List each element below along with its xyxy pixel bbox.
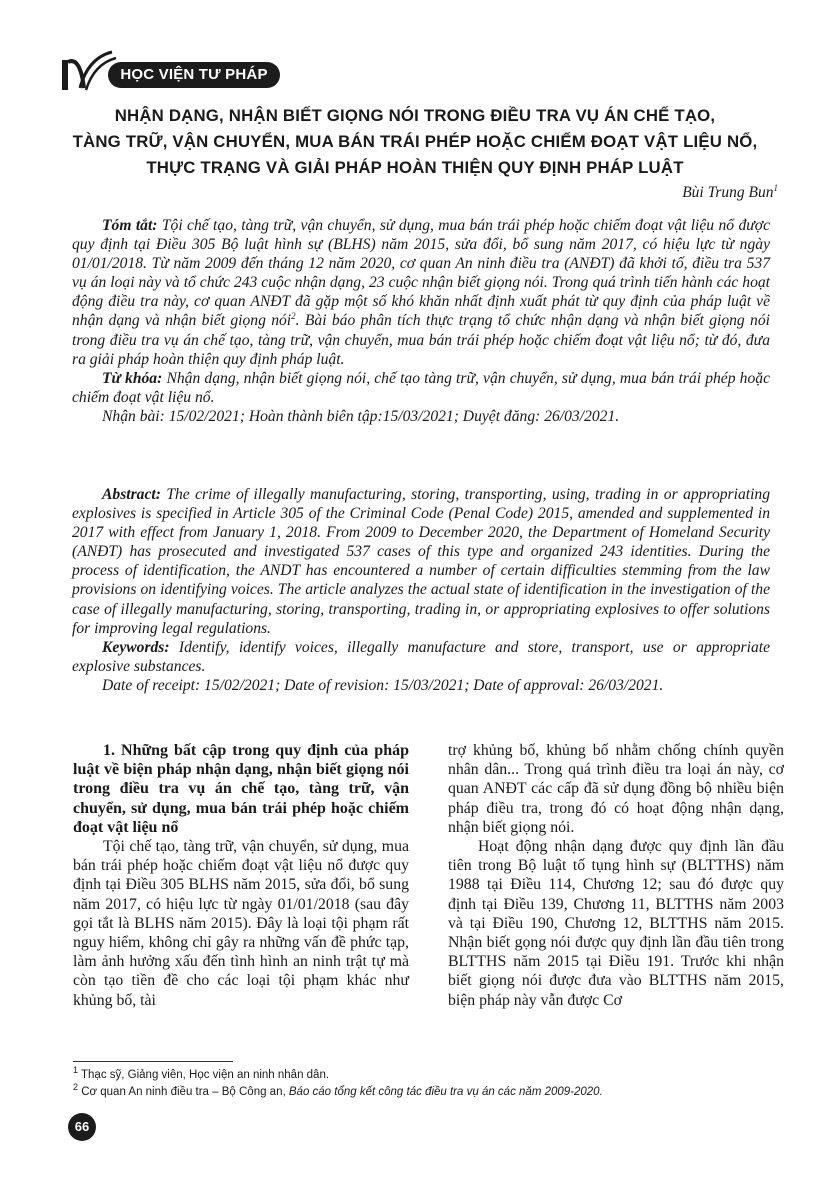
body-paragraph: trợ khủng bố, khủng bố nhằm chống chính quyền nhân dân... Trong quá trình điều tra loại án này, cơ quan ANĐT các cấp đã sử dụng đồng bộ nhiều biện pháp điều tra, trong đó có hoạt động nhận dạng, nhận biết giọng nói. (448, 742, 784, 836)
keywords-paragraph: Từ khóa: Nhận dạng, nhận biết giọng nói, chế tạo tàng trữ, vận chuyển, sử dụng, mua bán trái phép hoặc chiếm đoạt vật liệu nổ. (72, 369, 770, 406)
body-column-left (73, 741, 409, 1010)
footnote-ref: 1 (773, 182, 778, 193)
summary-label: Tóm tắt: (102, 217, 158, 234)
footnote-1: $^1$ Thạc sỹ, Giảng viên, Học viện an ninh nhân dân. (73, 1065, 330, 1081)
journal-section-badge: HỌC VIỆN TƯ PHÁP (108, 62, 280, 88)
title-line: THỰC TRẠNG VÀ GIẢI PHÁP HOÀN THIỆN QUY ĐỊNH PHÁP LUẬT (146, 158, 684, 177)
title-line: NHẬN DẠNG, NHẬN BIẾT GIỌNG NÓI TRONG ĐIỀU TRA VỤ ÁN CHẾ TẠO, (114, 106, 716, 125)
article-title (40, 103, 790, 181)
keywords-label: Từ khóa: (102, 369, 163, 387)
section-heading: 1. Những bất cập trong quy định của pháp luật về biện pháp nhận dạng, nhận biết giọng nói trong điều tra vụ án chế tạo, tàng trữ, vận chuyển, sử dụng, mua bán trái phép hoặc chiếm đoạt vật liệu nổ (73, 742, 409, 836)
author-name: Bùi Trung Bun$^1$ (682, 182, 778, 201)
keywords-label: Keywords: (102, 638, 170, 656)
dates-line: Nhận bài: 15/02/2021; Hoàn thành biên tập:15/03/2021; Duyệt đăng: 26/03/2021. (102, 407, 620, 425)
footnote-2: $^2$ Cơ quan An ninh điều tra – Bộ Công an, Báo cáo tổng kết công tác điều tra vụ án các năm 2009-2020. (73, 1082, 603, 1098)
abstract-label: Abstract: (102, 486, 161, 503)
page-number: 66 (68, 1113, 96, 1141)
title-line: TÀNG TRỮ, VẬN CHUYỂN, MUA BÁN TRÁI PHÉP HOẶC CHIẾM ĐOẠT VẬT LIỆU NỔ, (72, 132, 758, 151)
summary-paragraph: Tóm tắt: Tội chế tạo, tàng trữ, vận chuyển, sử dụng, mua bán trái phép hoặc chiếm đoạt vật liệu nổ được quy định tại Điều 305 Bộ luật hình sự (BLHS) năm 2015, sửa đổi, bổ sung năm 2017, có hiệu lực từ ngày 01/01/2018. Từ năm 2009 đến tháng 12 năm 2020, cơ quan An ninh điều tra (ANĐT) đã khởi tố, điều tra 537 vụ án loại này và tổ chức 243 cuộc nhận dạng, 23 cuộc nhận biết giọng nói. Trong quá trình tiến hành các hoạt động điều tra này, cơ quan ANĐT đã gặp một số khó khăn nhất định xuất phát từ quy định của pháp luật về nhận dạng và nhận biết giọng nói$^2$. Bài báo phân tích thực trạng tổ chức nhận dạng và nhận biết giọng nói trong điều tra vụ án chế tạo, tàng trữ, vận chuyển, mua bán trái phép hoặc chiếm đoạt vật liệu nổ; từ đó, đưa ra giải pháp hoàn thiện quy định pháp luật. (72, 217, 770, 368)
body-column-right (448, 741, 784, 1010)
abstract-english (72, 485, 770, 695)
abstract-vietnamese (72, 216, 770, 426)
body-paragraph: Hoạt động nhận dạng được quy định lần đầu tiên trong Bộ luật tố tụng hình sự (BLTTHS) năm 1988 tại Điều 114, Chương 12; sau đó được quy định tại Điều 139, Chương 11, BLTTHS năm 2003 và tại Điều 190, Chương 12, BLTTHS năm 2015. Nhận biết gọng nói được quy định lần đầu tiên trong BLTTHS năm 2015 tại Điều 191. Trước khi nhận biết giọng nói được đưa vào BLTTHS năm 2015, biện pháp này vẫn được Cơ (448, 838, 784, 1009)
abstract-paragraph: Abstract: The crime of illegally manufacturing, storing, transporting, using, trading in or appropriating explosives is specified in Article 305 of the Criminal Code (Penal Code) 2015, amended and supplemented in 2017 with effect from January 1, 2018. From 2009 to December 2020, the Department of Homeland Security (ANĐT) has prosecuted and investigated 537 cases of this type and organized 243 identities. During the process of identification, the ANDT has encountered a number of certain difficulties stemming from the law provisions on identifying voices. The article analyzes the actual state of identification in the investigation of the case of illegally manufacturing, storing, transporting, trading in, or appropriating explosives to offer solutions for improving legal regulations. (72, 486, 770, 637)
dates-line: Date of receipt: 15/02/2021; Date of revision: 15/03/2021; Date of approval: 26/03/2021. (102, 676, 664, 694)
footnote-divider (73, 1061, 233, 1062)
footnote-ref: 2 (291, 311, 296, 322)
keywords-paragraph: Keywords: Identify, identify voices, illegally manufacture and store, transport, use or appropriate explosive substances. (72, 638, 770, 675)
body-paragraph: Tội chế tạo, tàng trữ, vận chuyển, sử dụng, mua bán trái phép hoặc chiếm đoạt vật liệu nổ được quy định tại Điều 305 BLHS năm 2015, sửa đổi, bổ sung năm 2017, có hiệu lực từ ngày 01/01/2018 (sau đây gọi tắt là BLHS năm 2015). Đây là loại tội phạm rất nguy hiểm, không chỉ gây ra những vấn đề phức tạp, làm ảnh hưởng xấu đến tình hình an ninh trật tự mà còn tạo tiền đề cho các loại tội phạm khác như khủng bố, tài (73, 838, 409, 1009)
